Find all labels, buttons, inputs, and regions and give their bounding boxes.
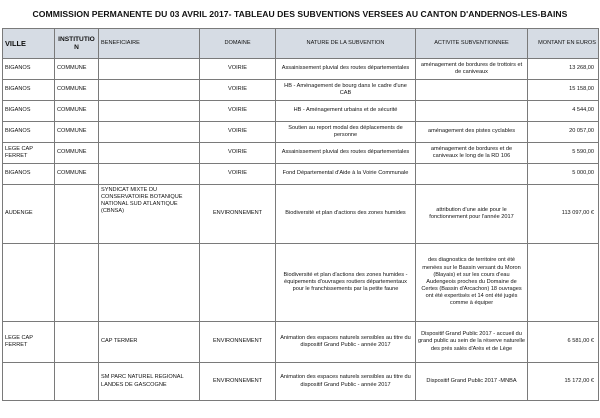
table-row <box>3 185 599 244</box>
cell-institution: COMMUNE <box>55 122 99 143</box>
cell-montant: 6 581,00 € <box>528 322 599 363</box>
cell-ville: BIGANOS <box>3 122 55 143</box>
cell-beneficiaire <box>99 101 200 122</box>
col-header-institution: INSTITUTIO N <box>55 29 99 59</box>
col-header-beneficiaire: BENEFICIAIRE <box>99 29 200 59</box>
cell-domaine: VOIRIE <box>200 122 276 143</box>
col-header-domaine: DOMAINE <box>200 29 276 59</box>
cell-nature: Fond Départemental d'Aide à la Voirie Communale <box>276 164 416 185</box>
col-header-nature: NATURE DE LA SUBVENTION <box>276 29 416 59</box>
cell-beneficiaire <box>99 80 200 101</box>
cell-activite: attribution d'une aide pour le fonctionnement pour l'année 2017 <box>416 185 528 244</box>
cell-beneficiaire <box>99 59 200 80</box>
cell-nature: Soutien au report modal des déplacements de personne <box>276 122 416 143</box>
cell-activite: des diagnostics de territoire ont été menées sur le Bassin versant du Moron (Blayais) et sur les cours d'eau Audengeois proches du Domaine de Certes (Bassin d'Arcachon) 18 ouvrages ont été expertisés et 14 ont été jugés comme à équiper <box>416 244 528 322</box>
cell-domaine: VOIRIE <box>200 143 276 164</box>
cell-nature: Animation des espaces naturels sensibles au titre du dispositif Grand Public - année 2017 <box>276 322 416 363</box>
cell-nature: HB - Aménagement de bourg dans le cadre d'une CAB <box>276 80 416 101</box>
cell-montant: 4 544,00 <box>528 101 599 122</box>
cell-nature: Biodiversité et plan d'actions des zones humides - équipements d'ouvrages routiers départementaux pour le franchissements par la petite faune <box>276 244 416 322</box>
col-header-ville: VILLE <box>3 29 55 59</box>
table-row <box>3 59 599 80</box>
cell-nature: Biodiversité et plan d'actions des zones humides <box>276 185 416 244</box>
cell-montant: 5 000,00 <box>528 164 599 185</box>
cell-montant: 13 268,00 <box>528 59 599 80</box>
cell-domaine: ENVIRONNEMENT <box>200 363 276 401</box>
cell-institution: COMMUNE <box>55 80 99 101</box>
cell-activite: aménagement de bordures de trottoirs et de caniveaux <box>416 59 528 80</box>
cell-ville: BIGANOS <box>3 59 55 80</box>
cell-activite: aménagement des pistes cyclables <box>416 122 528 143</box>
cell-nature: Assainissement pluvial des routes départementales <box>276 143 416 164</box>
cell-beneficiaire <box>99 244 200 322</box>
cell-ville: BIGANOS <box>3 101 55 122</box>
cell-montant: 20 057,00 <box>528 122 599 143</box>
cell-activite <box>416 80 528 101</box>
col-header-montant: MONTANT EN EUROS <box>528 29 599 59</box>
cell-activite: Dispositif Grand Public 2017 - accueil du grand public au sein de la réserve naturelle des prés salés d'Arès et de Lège <box>416 322 528 363</box>
cell-domaine: VOIRIE <box>200 80 276 101</box>
table-row <box>3 164 599 185</box>
cell-montant: 5 590,00 <box>528 143 599 164</box>
header-row <box>3 29 599 59</box>
cell-institution <box>55 244 99 322</box>
table-row <box>3 101 599 122</box>
cell-ville: LEGE CAP FERRET <box>3 143 55 164</box>
table-row <box>3 363 599 401</box>
cell-institution: COMMUNE <box>55 101 99 122</box>
table-row <box>3 143 599 164</box>
cell-beneficiaire: SM PARC NATUREL REGIONAL LANDES DE GASCOGNE <box>99 363 200 401</box>
cell-ville: BIGANOS <box>3 80 55 101</box>
table-row <box>3 122 599 143</box>
cell-domaine: VOIRIE <box>200 101 276 122</box>
cell-montant: 15 172,00 € <box>528 363 599 401</box>
table-row <box>3 80 599 101</box>
cell-beneficiaire <box>99 122 200 143</box>
cell-institution: COMMUNE <box>55 143 99 164</box>
cell-montant: 113 097,00 € <box>528 185 599 244</box>
cell-domaine: VOIRIE <box>200 59 276 80</box>
cell-institution <box>55 363 99 401</box>
cell-domaine: ENVIRONNEMENT <box>200 185 276 244</box>
cell-ville: LEGE CAP FERRET <box>3 322 55 363</box>
cell-activite <box>416 164 528 185</box>
cell-ville <box>3 363 55 401</box>
cell-institution <box>55 185 99 244</box>
subventions-table <box>2 28 599 401</box>
page-title: COMMISSION PERMANENTE DU 03 AVRIL 2017- TABLEAU DES SUBVENTIONS VERSEES AU CANTON D'ANDERNOS-LES-BAINS <box>32 9 568 19</box>
cell-nature: Animation des espaces naturels sensibles au titre du dispositif Grand Public - année 2017 <box>276 363 416 401</box>
cell-activite: aménagement de bordures et de caniveaux le long de la RD 106 <box>416 143 528 164</box>
table-body <box>3 59 599 401</box>
cell-nature: HB - Aménagement urbains et de sécurité <box>276 101 416 122</box>
col-header-activite: ACTIVITE SUBVENTIONNEE <box>416 29 528 59</box>
cell-activite <box>416 101 528 122</box>
cell-ville: AUDENGE <box>3 185 55 244</box>
cell-ville: BIGANOS <box>3 164 55 185</box>
cell-institution: COMMUNE <box>55 164 99 185</box>
cell-domaine: VOIRIE <box>200 164 276 185</box>
cell-institution: COMMUNE <box>55 59 99 80</box>
cell-montant: 15 158,00 <box>528 80 599 101</box>
cell-domaine <box>200 244 276 322</box>
table-row <box>3 322 599 363</box>
cell-beneficiaire <box>99 164 200 185</box>
cell-nature: Assainissement pluvial des routes départementales <box>276 59 416 80</box>
cell-montant <box>528 244 599 322</box>
cell-beneficiaire: SYNDICAT MIXTE DU CONSERVATOIRE BOTANIQUE NATIONAL SUD ATLANTIQUE (CBNSA) <box>99 185 200 244</box>
table-row <box>3 244 599 322</box>
cell-institution <box>55 322 99 363</box>
cell-domaine: ENVIRONNEMENT <box>200 322 276 363</box>
cell-beneficiaire: CAP TERMER <box>99 322 200 363</box>
cell-beneficiaire <box>99 143 200 164</box>
cell-ville <box>3 244 55 322</box>
cell-activite: Dispositif Grand Public 2017 -MNBA <box>416 363 528 401</box>
